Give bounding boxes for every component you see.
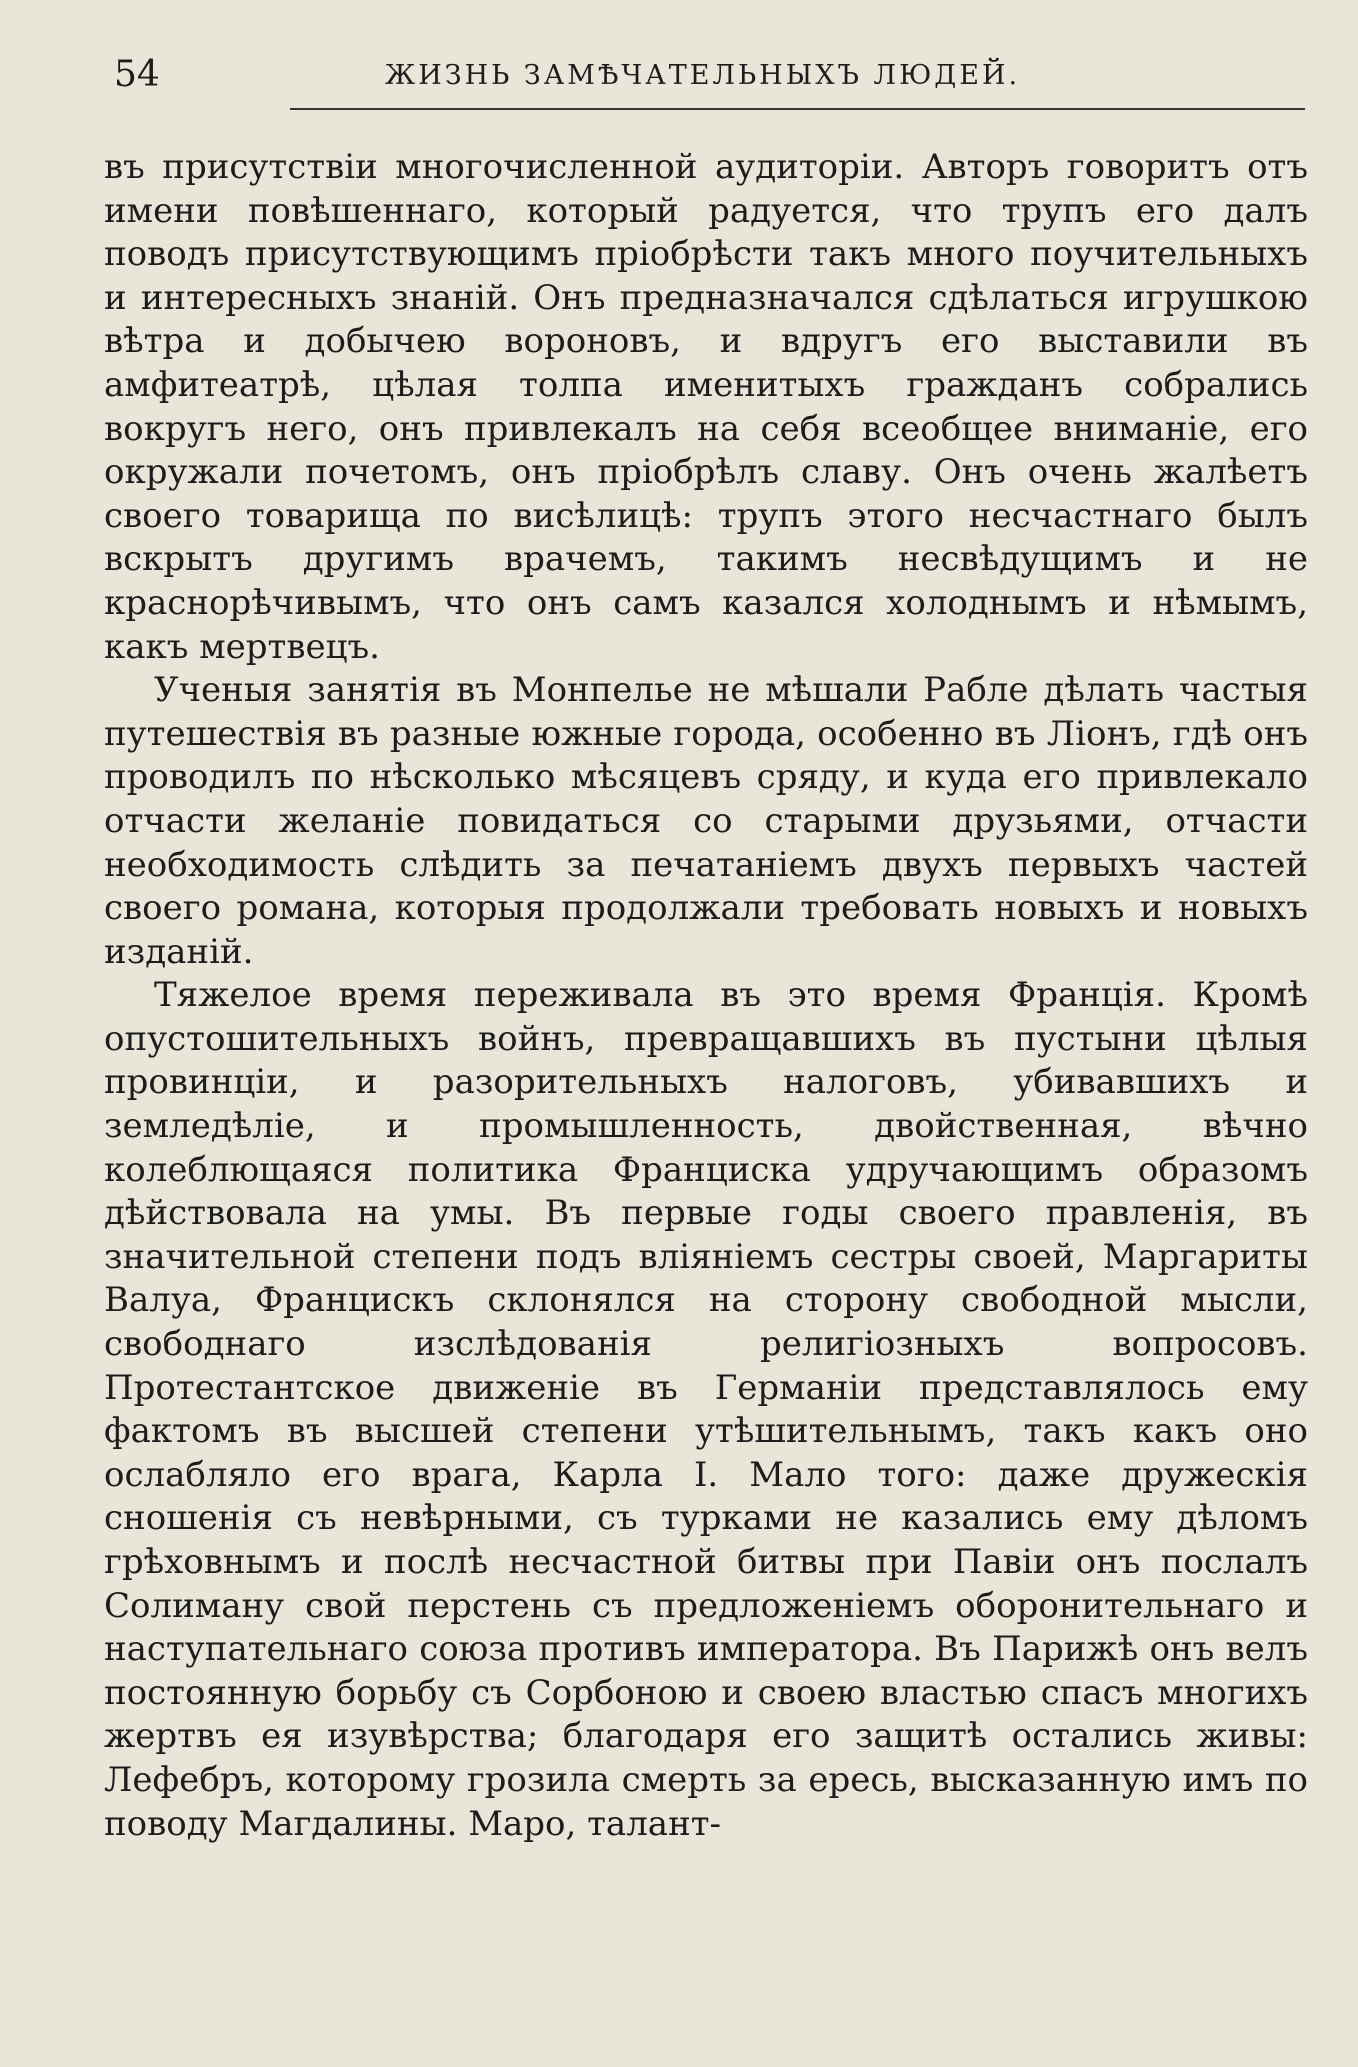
running-title: ЖИЗНЬ ЗАМѢЧАТЕЛЬНЫХЪ ЛЮДЕЙ.	[384, 60, 1021, 91]
page-number: 54	[114, 54, 160, 95]
page-header	[100, 50, 1305, 110]
paragraph-1: въ присутствіи многочисленной аудиторіи. Авторъ говоритъ отъ имени повѣшеннаго, который радуется, что трупъ его далъ поводъ присутствующимъ пріобрѣсти такъ много поучительныхъ и интересныхъ знаній. Онъ предназначался сдѣлаться игрушкою вѣтра и добычею вороновъ, и вдругъ его выставили въ амфитеатрѣ, цѣлая толпа именитыхъ гражданъ собрались вокругъ него, онъ привлекалъ на себя всеобщее вниманіе, его окружали почетомъ, онъ пріобрѣлъ славу. Онъ очень жалѣетъ своего товарища по висѣлицѣ: трупъ этого несчастнаго былъ вскрытъ другимъ врачемъ, такимъ несвѣдущимъ и не краснорѣчивымъ, что онъ самъ казался холоднымъ и нѣмымъ, какъ мертвецъ.	[104, 147, 1308, 667]
body-text	[104, 146, 1308, 1846]
header-rule	[290, 108, 1305, 110]
paragraph-3: Тяжелое время переживала въ это время Франція. Кромѣ опустошительныхъ войнъ, превращавшихъ въ пустыни цѣлыя провинціи, и разорительныхъ налоговъ, убивавшихъ и земледѣліе, и промышленность, двойственная, вѣчно колеблющаяся политика Франциска удручающимъ образомъ дѣйствовала на умы. Въ первые годы своего правленія, въ значительной степени подъ вліяніемъ сестры своей, Маргариты Валуа, Францискъ склонялся на сторону свободной мысли, свободнаго изслѣдованія религіозныхъ вопросовъ. Протестантское движеніе въ Германіи представлялось ему фактомъ въ высшей степени утѣшительнымъ, такъ какъ оно ослабляло его врага, Карла I. Мало того: даже дружескія сношенія съ невѣрными, съ турками не казались ему дѣломъ грѣховнымъ и послѣ несчастной битвы при Павіи онъ послалъ Солиману свой перстень съ предложеніемъ оборонительнаго и наступательнаго союза противъ императора. Въ Парижѣ онъ велъ постоянную борьбу съ Сорбоною и своею властью спасъ многихъ жертвъ ея изувѣрства; благодаря его защитѣ остались живы: Лефебръ, которому грозила смерть за ересь, высказанную имъ по поводу Магдалины. Маро, талант-	[104, 975, 1308, 1844]
paragraph-2: Ученыя занятія въ Монпелье не мѣшали Рабле дѣлать частыя путешествія въ разные южные города, особенно въ Ліонъ, гдѣ онъ проводилъ по нѣсколько мѣсяцевъ сряду, и куда его привлекало отчасти желаніе повидаться со старыми друзьями, отчасти необходимость слѣдить за печатаніемъ двухъ первыхъ частей своего романа, которыя продолжали требовать новыхъ и новыхъ изданій.	[104, 670, 1308, 972]
